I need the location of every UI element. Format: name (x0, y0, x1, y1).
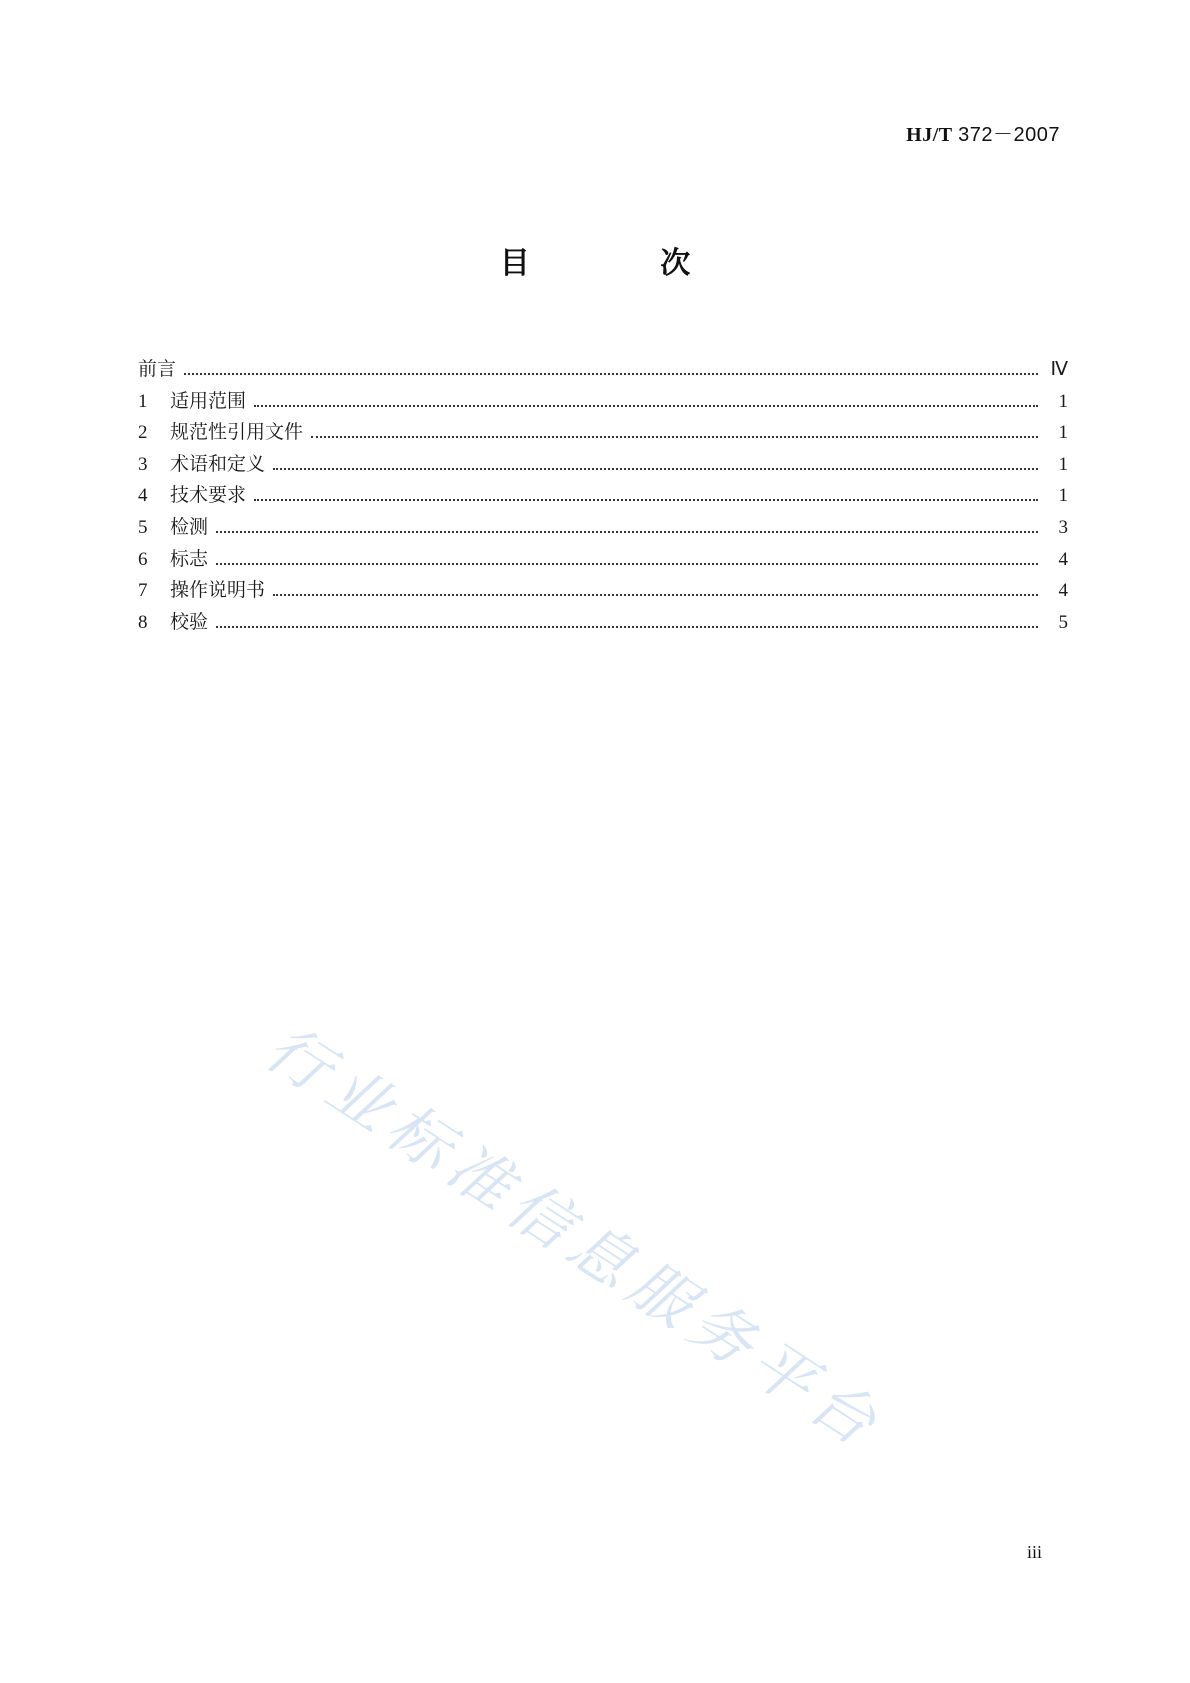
toc-entry-label: 前言 (138, 358, 177, 380)
toc-entry-preface[interactable] (138, 354, 1068, 386)
toc-entry-number: 4 (138, 485, 148, 507)
toc-entry-6[interactable] (138, 544, 1068, 576)
toc-dot-leader (184, 373, 1038, 375)
toc-entry-label: 校验 (170, 610, 209, 633)
toc-entry-8[interactable] (138, 607, 1068, 639)
toc-entry-label: 术语和定义 (170, 452, 266, 475)
toc-entry-label: 适用范围 (170, 389, 247, 412)
toc-entry-number: 1 (138, 390, 148, 412)
toc-entry-page: 1 (1058, 453, 1068, 475)
toc-dot-leader (216, 563, 1038, 565)
toc-entry-number: 2 (138, 422, 148, 444)
standard-prefix: HJ/T (906, 124, 953, 146)
toc-entry-page: Ⅳ (1050, 359, 1068, 380)
toc-entry-label: 标志 (170, 547, 209, 570)
toc-entry-page: 4 (1058, 548, 1068, 570)
toc-dot-leader (273, 594, 1038, 596)
toc-entry-number: 6 (138, 548, 148, 570)
toc-dot-leader (216, 626, 1038, 628)
toc-entry-label: 技术要求 (170, 484, 247, 507)
toc-entry-page: 1 (1058, 422, 1068, 444)
toc-entry-5[interactable] (138, 512, 1068, 544)
toc-entry-page: 1 (1058, 390, 1068, 412)
toc-entry-7[interactable] (138, 575, 1068, 607)
toc-entry-3[interactable] (138, 449, 1068, 481)
toc-entry-number: 8 (138, 611, 148, 633)
toc-dot-leader (254, 405, 1038, 407)
toc-entry-page: 1 (1058, 485, 1068, 507)
standard-code (906, 118, 1060, 147)
toc-entry-page: 3 (1058, 516, 1068, 538)
toc-entry-page: 4 (1058, 580, 1068, 602)
toc-entry-number: 3 (138, 453, 148, 475)
toc-entry-number: 7 (138, 580, 148, 602)
toc-entry-label: 检测 (170, 515, 209, 538)
toc-entry-number: 5 (138, 516, 148, 538)
toc-entry-1[interactable] (138, 386, 1068, 418)
toc-entry-label: 操作说明书 (170, 579, 266, 602)
page-title: 目 次 (499, 246, 751, 281)
toc-entry-page: 5 (1058, 611, 1068, 633)
standard-number: 372－2007 (958, 124, 1060, 146)
toc-dot-leader (254, 499, 1038, 501)
toc-dot-leader (311, 436, 1038, 438)
toc-dot-leader (216, 531, 1038, 533)
toc-entry-4[interactable] (138, 480, 1068, 512)
toc-entry-2[interactable] (138, 417, 1068, 449)
table-of-contents (138, 354, 1068, 638)
toc-dot-leader (273, 468, 1038, 470)
page-number: iii (1026, 1542, 1042, 1562)
toc-entry-label: 规范性引用文件 (170, 421, 304, 444)
watermark: 行业标准信息服务平台 (253, 1010, 897, 1465)
